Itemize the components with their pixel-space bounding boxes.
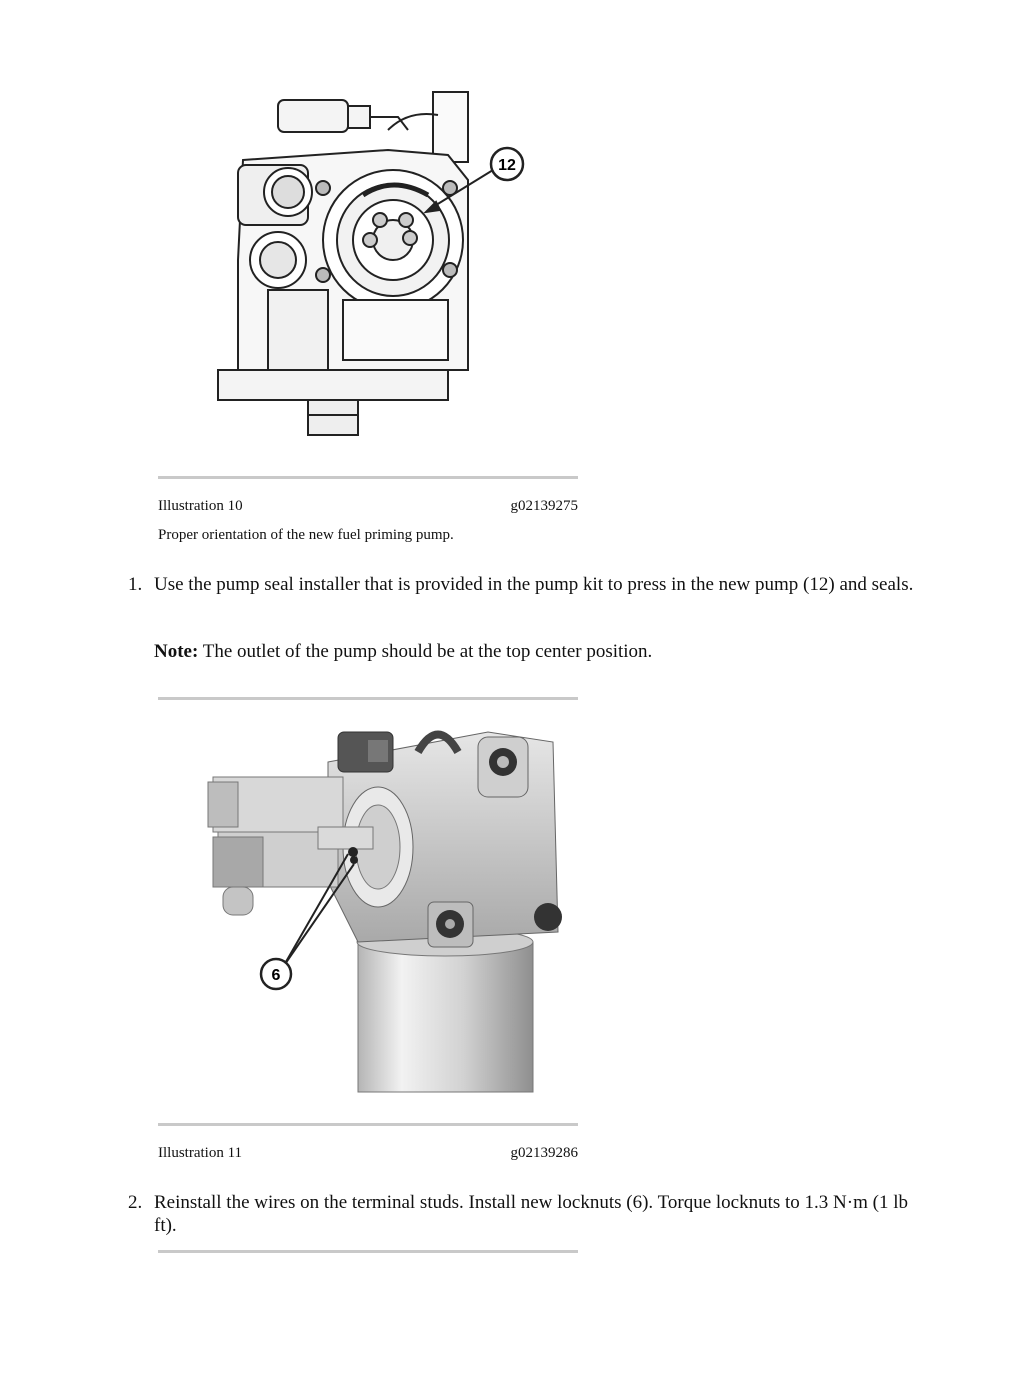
- step-number: 2.: [128, 1192, 143, 1213]
- caption-id: g02139286: [510, 1145, 578, 1161]
- step-2: [128, 1191, 908, 1241]
- fuel-filter-base-drawing: [158, 712, 578, 1102]
- figure-divider: [158, 697, 578, 700]
- note-label: Note:: [154, 641, 199, 662]
- note: [154, 641, 652, 663]
- caption-label: Illustration 10: [158, 498, 243, 514]
- note-text: The outlet of the pump should be at the top center position.: [202, 641, 653, 662]
- step-number: 1.: [128, 574, 143, 595]
- figure-divider: [158, 476, 578, 479]
- step-text: Use the pump seal installer that is provided in the pump kit to press in the new pump (12) and seals.: [154, 574, 914, 595]
- fuel-priming-pump-drawing: [158, 70, 578, 450]
- illustration-11-caption: [158, 1145, 578, 1162]
- illustration-11: [158, 712, 578, 1102]
- caption-label: Illustration 11: [158, 1145, 243, 1161]
- caption-description: Proper orientation of the new fuel priming pump.: [158, 527, 454, 543]
- step-text: Reinstall the wires on the terminal studs. Install new locknuts (6). Torque locknuts to 1.3 N·m (1 lb ft).: [154, 1192, 908, 1236]
- callout-6-label: 6: [271, 967, 281, 984]
- caption-id: g02139275: [510, 498, 578, 514]
- figure-divider: [158, 1123, 578, 1126]
- callout-12-label: 12: [498, 157, 516, 174]
- figure-divider: [158, 1250, 578, 1253]
- illustration-10-caption: [158, 498, 578, 515]
- step-1: [128, 573, 914, 623]
- illustration-10: [158, 70, 578, 450]
